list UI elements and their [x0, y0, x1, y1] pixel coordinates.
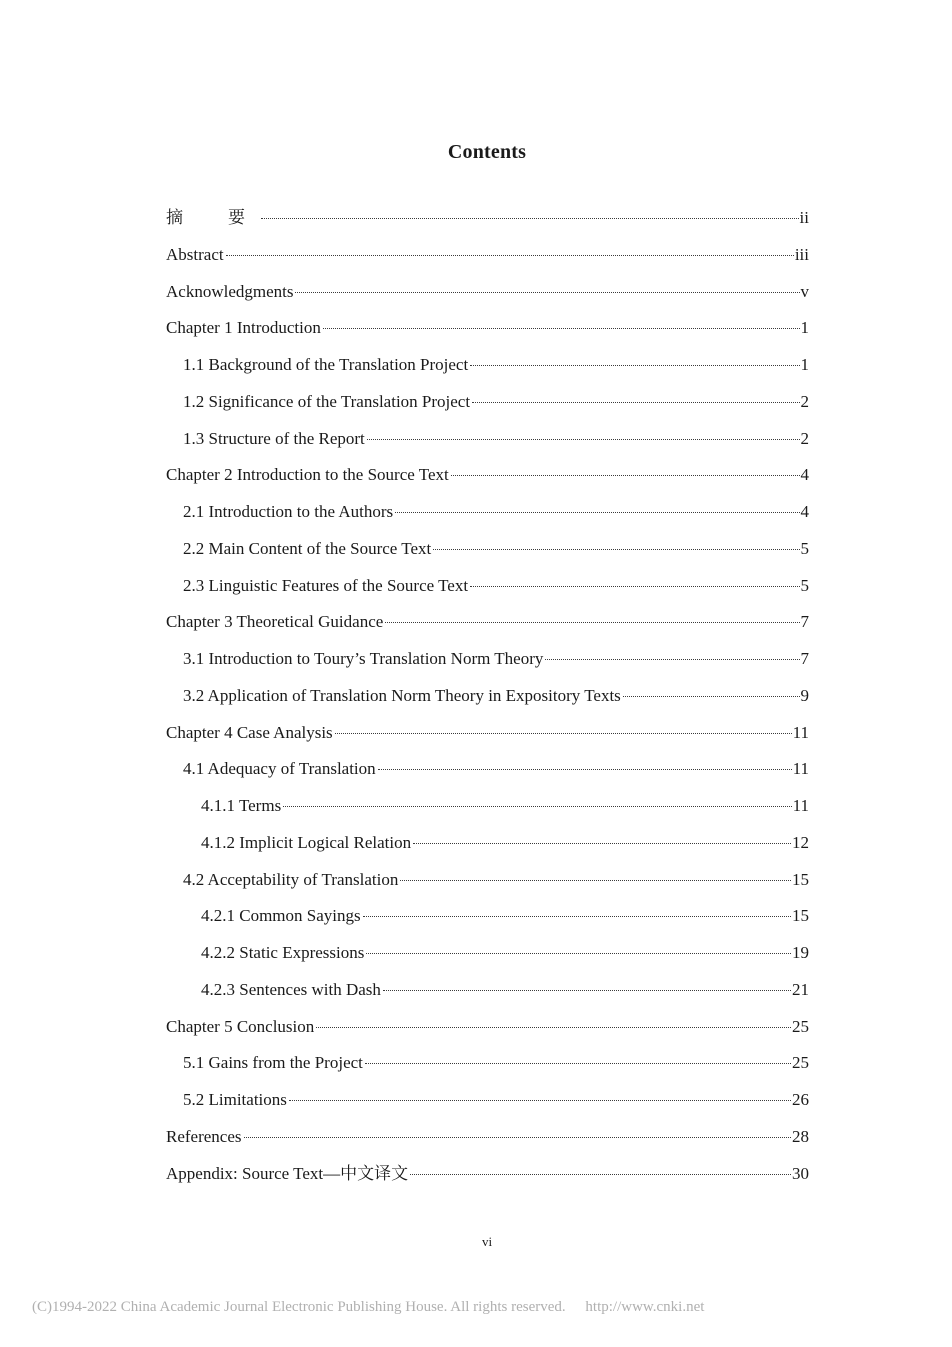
toc-entry-page: 2: [800, 428, 809, 448]
toc-entry-title: Chapter 5 Conclusion: [166, 1016, 315, 1036]
toc-dot-leader: [226, 254, 794, 256]
toc-entry[interactable]: [166, 457, 809, 494]
toc-entry-page: 5: [800, 575, 809, 595]
toc-dot-leader: [413, 842, 791, 844]
toc-entry-page: 1: [800, 318, 809, 338]
toc-dot-leader: [366, 952, 791, 954]
toc-entry-title: 2.2 Main Content of the Source Text: [183, 538, 432, 558]
toc-entry-page: 1: [800, 355, 809, 374]
toc-entry-page: 4: [800, 465, 809, 485]
toc-entry-title: References: [166, 1126, 242, 1146]
toc-entry-title: 4.2.3 Sentences with Dash: [201, 979, 381, 999]
toc-dot-leader: [283, 805, 791, 807]
toc-dot-leader: [261, 217, 799, 219]
toc-dot-leader: [623, 695, 800, 697]
page-number: vi: [481, 1234, 493, 1249]
toc-dot-leader: [335, 732, 792, 734]
toc-entry[interactable]: [166, 1009, 809, 1046]
toc-dot-leader: [410, 1173, 791, 1175]
toc-entry-page: iii: [794, 244, 809, 264]
toc-dot-leader: [363, 915, 791, 917]
toc-entry[interactable]: [166, 898, 809, 935]
toc-dot-leader: [470, 585, 799, 587]
toc-dot-leader: [383, 989, 791, 991]
toc-entry-page: 30: [792, 1163, 809, 1183]
toc-entry-title: 5.2 Limitations: [183, 1090, 287, 1109]
toc-entry[interactable]: [166, 1156, 809, 1193]
toc-dot-leader: [295, 291, 799, 293]
toc-entry-page: 7: [800, 649, 809, 668]
toc-entry[interactable]: [166, 347, 809, 384]
toc-entry[interactable]: [166, 788, 809, 825]
toc-dot-leader: [365, 1062, 791, 1064]
toc-entry-title: Chapter 4 Case Analysis: [166, 722, 333, 742]
toc-dot-leader: [433, 548, 799, 550]
toc-entry[interactable]: [166, 200, 809, 237]
toc-dot-leader: [395, 511, 799, 513]
toc-entry-page: 11: [792, 722, 809, 742]
toc-entry-page: 15: [792, 906, 809, 926]
toc-entry-page: 19: [792, 943, 809, 962]
toc-dot-leader: [472, 401, 799, 403]
toc-entry[interactable]: [166, 384, 809, 421]
toc-entry-title: 1.1 Background of the Translation Project: [183, 355, 469, 374]
toc-entry-title: 摘 要: [166, 208, 259, 227]
toc-entry-title: Abstract: [166, 244, 224, 264]
toc-dot-leader: [470, 364, 799, 366]
footer-url[interactable]: http://www.cnki.net: [585, 1299, 705, 1315]
toc-dot-leader: [545, 658, 799, 660]
toc-entry[interactable]: [166, 678, 809, 715]
toc-entry[interactable]: [166, 715, 809, 752]
toc-entry-page: 4: [800, 502, 809, 521]
table-of-contents: [166, 200, 809, 1192]
toc-entry-title: 4.1.1 Terms: [201, 796, 282, 815]
toc-entry[interactable]: [166, 972, 809, 1009]
toc-entry-title: 4.1 Adequacy of Translation: [183, 759, 376, 779]
toc-entry-page: 21: [792, 979, 809, 999]
toc-entry-title: Acknowledgments: [166, 281, 294, 301]
toc-dot-leader: [385, 621, 799, 623]
toc-entry[interactable]: [166, 604, 809, 641]
toc-entry[interactable]: [166, 531, 809, 568]
toc-entry-title: 3.1 Introduction to Toury’s Translation Norm Theory: [183, 649, 544, 668]
toc-entry-page: 28: [792, 1126, 809, 1146]
toc-entry[interactable]: [166, 1045, 809, 1082]
toc-entry[interactable]: [166, 825, 809, 862]
toc-dot-leader: [378, 768, 792, 770]
toc-entry-title: Chapter 3 Theoretical Guidance: [166, 612, 384, 632]
toc-entry[interactable]: [166, 421, 809, 458]
toc-entry[interactable]: [166, 1082, 809, 1119]
toc-entry[interactable]: [166, 641, 809, 678]
toc-entry-page: 11: [792, 759, 809, 779]
toc-entry-page: 26: [792, 1090, 809, 1109]
footer: [32, 1299, 704, 1316]
toc-dot-leader: [367, 438, 800, 440]
toc-dot-leader: [451, 474, 800, 476]
toc-entry-title: 4.2.1 Common Sayings: [201, 906, 361, 926]
toc-entry[interactable]: [166, 274, 809, 311]
toc-dot-leader: [289, 1099, 791, 1101]
toc-entry-title: 4.2.2 Static Expressions: [201, 943, 365, 962]
toc-entry-title: 3.2 Application of Translation Norm Theory in Expository Texts: [183, 685, 621, 705]
toc-entry[interactable]: [166, 935, 809, 972]
toc-entry-page: 25: [792, 1016, 809, 1036]
toc-entry-page: v: [800, 281, 809, 301]
toc-entry[interactable]: [166, 568, 809, 605]
toc-entry-page: 12: [792, 832, 809, 852]
toc-entry[interactable]: [166, 862, 809, 899]
toc-entry-title: 1.3 Structure of the Report: [183, 428, 365, 448]
toc-entry-title: 2.1 Introduction to the Authors: [183, 502, 394, 521]
toc-entry-title: 5.1 Gains from the Project: [183, 1053, 363, 1073]
toc-dot-leader: [316, 1026, 791, 1028]
toc-entry-title: Chapter 2 Introduction to the Source Text: [166, 465, 449, 485]
toc-entry-title: Chapter 1 Introduction: [166, 318, 321, 338]
toc-entry-page: 15: [792, 869, 809, 889]
toc-entry[interactable]: [166, 310, 809, 347]
toc-entry[interactable]: [166, 1119, 809, 1156]
toc-entry-title: 2.3 Linguistic Features of the Source Text: [183, 575, 469, 595]
toc-entry-page: 9: [800, 685, 809, 705]
toc-entry-title: Appendix: Source Text—中文译文: [166, 1163, 409, 1183]
footer-copyright: (C)1994-2022 China Academic Journal Electronic Publishing House. All rights reserved.: [32, 1299, 566, 1315]
toc-entry-page: 2: [800, 391, 809, 411]
page-title: Contents: [447, 141, 527, 163]
toc-entry-title: 4.1.2 Implicit Logical Relation: [201, 832, 412, 852]
toc-entry[interactable]: [166, 237, 809, 274]
toc-dot-leader: [244, 1136, 791, 1138]
toc-entry-title: 1.2 Significance of the Translation Project: [183, 391, 471, 411]
toc-entry-page: 7: [800, 612, 809, 632]
toc-entry[interactable]: [166, 751, 809, 788]
toc-entry-page: ii: [799, 208, 809, 227]
toc-entry[interactable]: [166, 494, 809, 531]
toc-entry-page: 25: [792, 1053, 809, 1073]
toc-dot-leader: [400, 879, 791, 881]
toc-entry-title: 4.2 Acceptability of Translation: [183, 869, 399, 889]
toc-entry-page: 11: [792, 796, 809, 815]
toc-entry-page: 5: [800, 538, 809, 558]
toc-dot-leader: [323, 327, 800, 329]
